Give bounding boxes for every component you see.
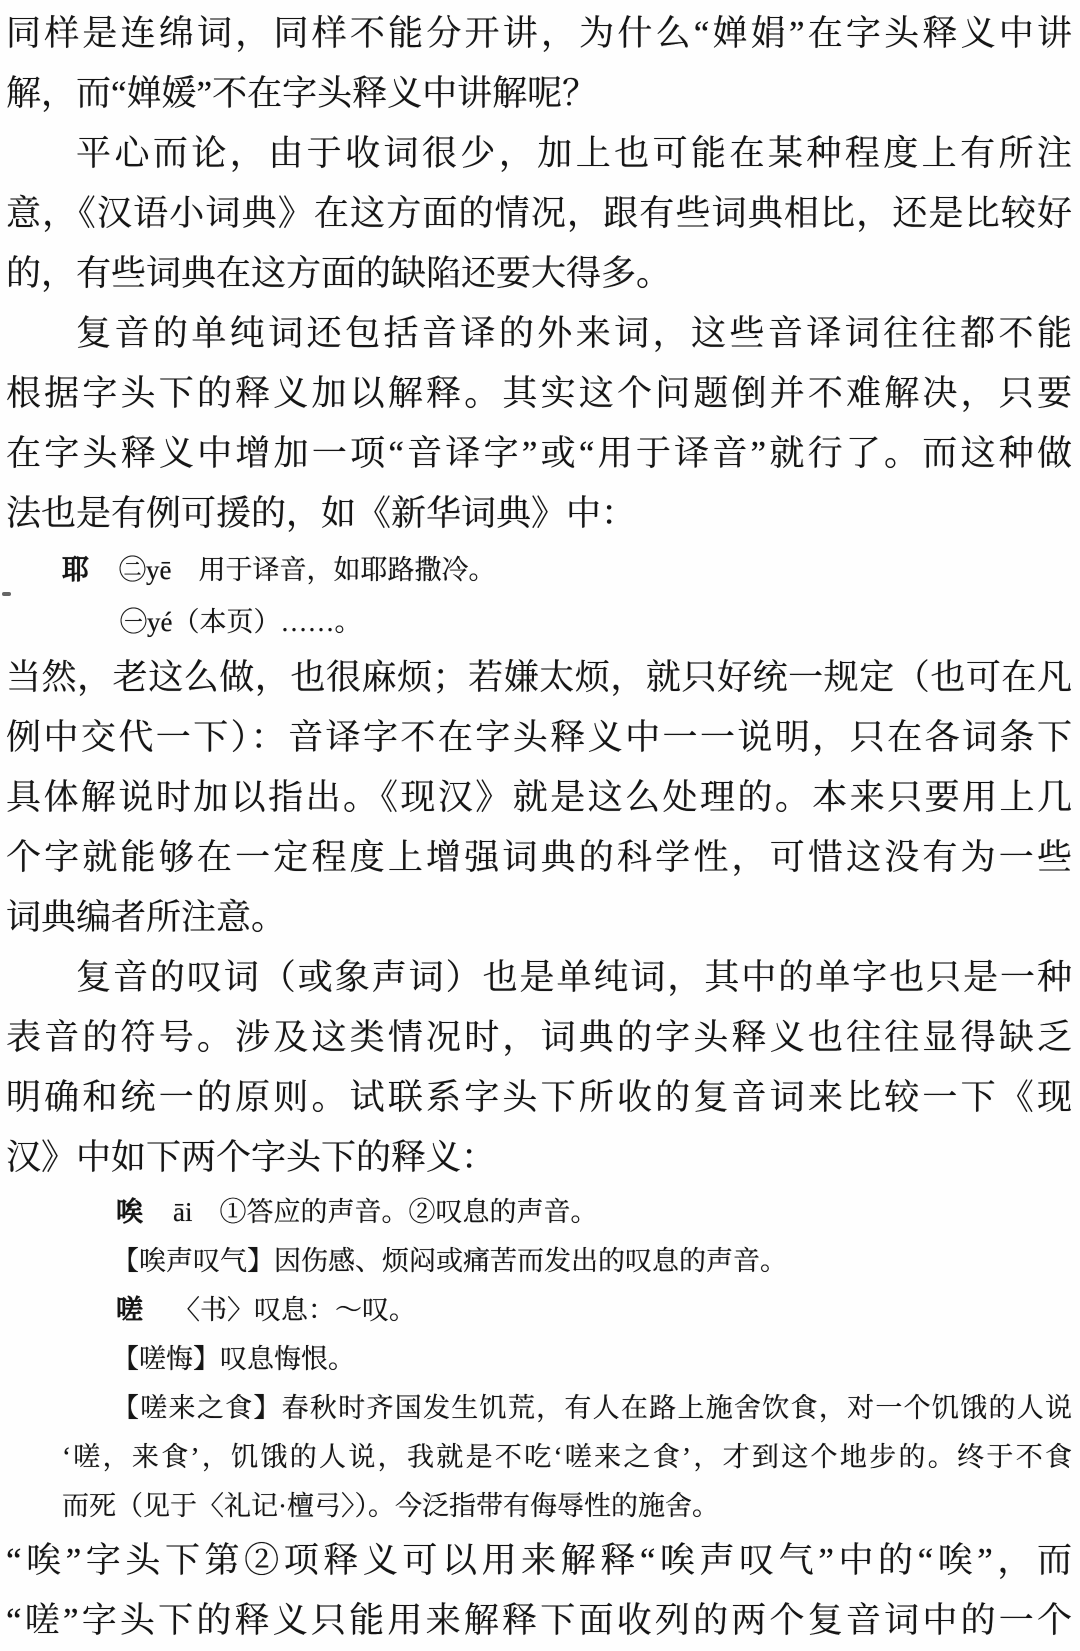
paragraph-line: 词典编者所注意。 bbox=[6, 898, 287, 937]
paragraph-line: 同样是连绵词，同样不能分开讲，为什么“婵娟”在字头释义中讲 bbox=[6, 14, 1072, 53]
paragraph-line: 根据字头下的释义加以解释。其实这个问题倒并不难解决，只要 bbox=[6, 374, 1072, 413]
dictionary-quote-line: 【唉声叹气】因伤感、烦闷或痛苦而发出的叹息的声音。 bbox=[112, 1246, 787, 1276]
dict-headword: 耶 bbox=[62, 555, 89, 585]
dict-headword: 嗟 bbox=[116, 1295, 143, 1325]
paragraph-line: “唉”字头下第②项释义可以用来解释“唉声叹气”中的“唉”，而 bbox=[6, 1541, 1072, 1580]
dict-definition: āi ①答应的声音。②叹息的声音。 bbox=[173, 1197, 598, 1227]
dictionary-quote-line: 【嗟悔】叹息悔恨。 bbox=[112, 1344, 355, 1374]
dictionary-quote-line bbox=[116, 1188, 1072, 1237]
paragraph-line: 个字就能够在一定程度上增强词典的科学性，可惜这没有为一些 bbox=[6, 838, 1072, 877]
paragraph-line: 汉》中如下两个字头下的释义： bbox=[6, 1138, 497, 1177]
paragraph-line: 的，有些词典在这方面的缺陷还要大得多。 bbox=[6, 254, 672, 293]
paragraph-line: 具体解说时加以指出。《现汉》就是这么处理的。本来只要用上几 bbox=[6, 778, 1072, 817]
paragraph-line: 复音的叹词（或象声词）也是单纯词，其中的单字也只是一种 bbox=[76, 958, 1072, 997]
scan-artifact-dash bbox=[2, 592, 11, 596]
paragraph-line: 明确和统一的原则。试联系字头下所收的复音词来比较一下《现 bbox=[6, 1078, 1072, 1117]
paragraph-line: 在字头释义中增加一项“音译字”或“用于译音”就行了。而这种做 bbox=[6, 434, 1072, 473]
dict-definition: 〈书〉叹息：～叹。 bbox=[173, 1295, 416, 1325]
paragraph-line: 解，而“婵媛”不在字头释义中讲解呢？ bbox=[6, 74, 598, 113]
dictionary-quote-line: 而死（见于〈礼记·檀弓〉）。今泛指带有侮辱性的施舍。 bbox=[62, 1491, 719, 1521]
paragraph-line: 例中交代一下）：音译字不在字头释义中一一说明，只在各词条下 bbox=[6, 718, 1072, 757]
dict-definition: ㊁yē 用于译音，如耶路撒冷。 bbox=[119, 555, 496, 585]
dictionary-quote-line bbox=[62, 544, 1072, 596]
dictionary-quote-line bbox=[116, 1286, 1072, 1335]
paragraph-line: 意，《汉语小词典》在这方面的情况，跟有些词典相比，还是比较好 bbox=[6, 194, 1072, 233]
paragraph-line: “嗟”字头下的释义只能用来解释下面收列的两个复音词中的一个 bbox=[6, 1601, 1072, 1640]
dictionary-quote-line: ㊀yé（本页）……。 bbox=[120, 607, 362, 637]
dict-headword: 唉 bbox=[116, 1197, 143, 1227]
paragraph-line: 法也是有例可援的，如《新华词典》中： bbox=[6, 494, 637, 533]
paragraph-line: 当然，老这么做，也很麻烦；若嫌太烦，就只好统一规定（也可在凡 bbox=[6, 658, 1072, 697]
dictionary-quote-line: ‘嗟，来食’，饥饿的人说，我就是不吃‘嗟来之食’，才到这个地步的。终于不食 bbox=[62, 1442, 1072, 1472]
paragraph-line: 复音的单纯词还包括音译的外来词，这些音译词往往都不能 bbox=[76, 314, 1072, 353]
paragraph-line: 平心而论，由于收词很少，加上也可能在某种程度上有所注 bbox=[76, 134, 1072, 173]
dictionary-quote-line: 【嗟来之食】春秋时齐国发生饥荒，有人在路上施舍饮食，对一个饥饿的人说 bbox=[112, 1393, 1072, 1423]
paragraph-line: 表音的符号。涉及这类情况时，词典的字头释义也往往显得缺乏 bbox=[6, 1018, 1072, 1057]
